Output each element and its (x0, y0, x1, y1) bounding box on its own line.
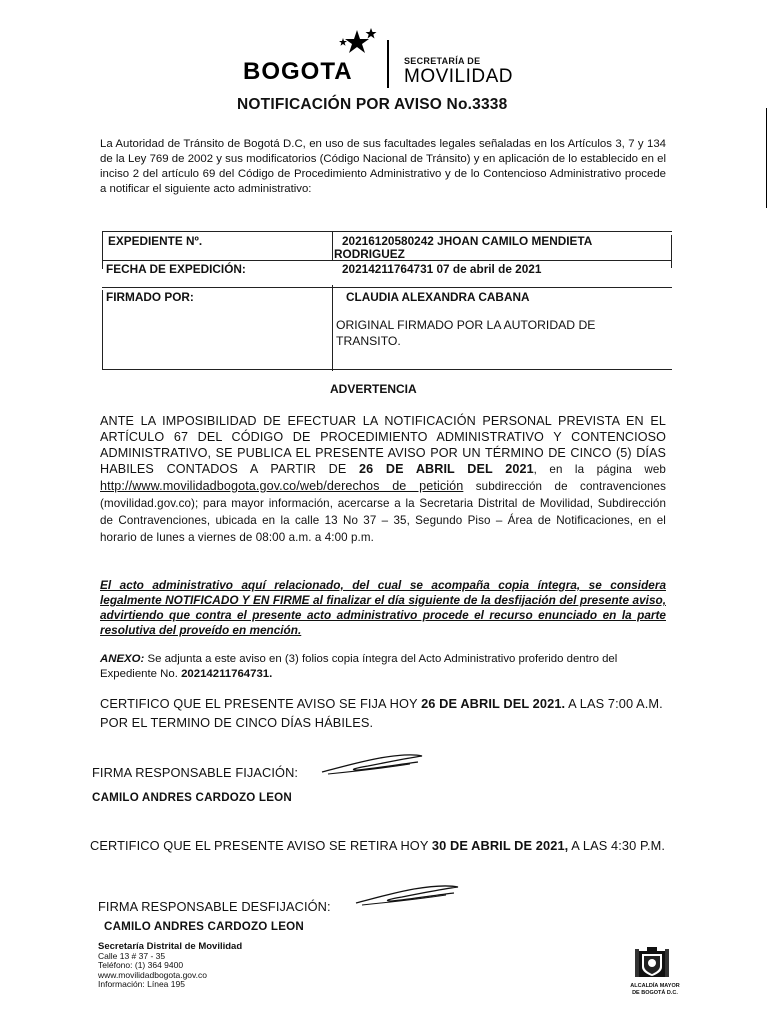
legal-notice: El acto administrativo aquí relacionado, del cual se acompaña copia íntegra, se considera legalmente NOTIFICADO Y EN FIRME al finalizar el día siguiente de la desfijación del presente aviso, advirtiendo que contra el presente acto administrativo procede el recurso enunciado en la parte resolutiva del proveído en mención. (100, 578, 666, 637)
intro-paragraph: La Autoridad de Tránsito de Bogotá D.C, en uso de sus facultades legales señaladas en los Artículos 3, 7 y 134 de la Ley 769 de 2002 y sus modificatorios (Código Nacional de Tránsito) y en aplicación de lo establecido en el inciso 2 del artículo 69 del Código de Procedimiento Administrativo y de lo Contencioso Administrativo procede a notificar el siguiente acto administrativo: (100, 138, 666, 195)
table-line (671, 235, 672, 268)
certifico-fija-text-1: CERTIFICO QUE EL PRESENTE AVISO SE FIJA HOY (100, 696, 422, 711)
fecha-label: FECHA DE EXPEDICIÓN: (106, 262, 246, 276)
firmado-label: FIRMADO POR: (106, 290, 194, 304)
certifico-retira-paragraph (90, 836, 666, 855)
expediente-value-cont: RODRIGUEZ (334, 247, 405, 261)
footer-contact (98, 942, 242, 990)
alcaldia-seal-text (622, 983, 688, 996)
expediente-label: EXPEDIENTE Nº. (108, 234, 203, 248)
table-line (102, 290, 103, 370)
logo-movilidad-text: MOVILIDAD (404, 66, 514, 87)
certifico-retira-text-2: A LAS 4:30 P.M. (568, 838, 666, 853)
advertencia-date: 26 DE ABRIL DEL 2021 (359, 462, 534, 476)
certifico-fija-paragraph (100, 694, 666, 732)
table-line (102, 231, 672, 232)
firma-desfijacion-name: CAMILO ANDRES CARDOZO LEON (104, 920, 304, 933)
bogota-coat-of-arms-icon (633, 945, 671, 988)
footer-address: Calle 13 # 37 - 35 (98, 950, 166, 961)
table-line (102, 369, 672, 370)
table-line (332, 231, 333, 261)
advertencia-text-2: , en la página web (533, 463, 666, 476)
footer-org: Secretaría Distrital de Movilidad (98, 941, 243, 952)
expediente-value: 20216120580242 JHOAN CAMILO MENDIETA (342, 234, 593, 248)
footer-web: www.movilidadbogota.gov.co (98, 969, 207, 980)
firma-desfijacion-label: FIRMA RESPONSABLE DESFIJACIÓN: (98, 899, 331, 914)
anexo-label: ANEXO: (100, 653, 145, 665)
anexo-paragraph (100, 652, 666, 682)
logo-secretaria-text: SECRETARÍA DE (404, 56, 481, 66)
advertencia-title: ADVERTENCIA (330, 382, 417, 396)
table-line (102, 287, 672, 288)
firma-fijacion-name: CAMILO ANDRES CARDOZO LEON (92, 791, 292, 804)
firma-fijacion-label: FIRMA RESPONSABLE FIJACIÓN: (92, 765, 299, 780)
logo-divider (387, 40, 389, 88)
table-line (102, 231, 103, 269)
seal-line-2: DE BOGOTÁ D.C. (632, 989, 678, 996)
movilidad-web-link[interactable]: http://www.movilidadbogota.gov.co/web/derechos de petición (100, 479, 464, 493)
footer-info: Información: Línea 195 (98, 979, 185, 990)
seal-line-1: ALCALDÍA MAYOR (630, 983, 680, 989)
certifico-fija-date: 26 DE ABRIL DEL 2021. (421, 696, 566, 711)
anexo-expediente: 20214211764731. (181, 668, 273, 680)
firmado-value: CLAUDIA ALEXANDRA CABANA (346, 290, 530, 304)
fecha-value: 20214211764731 07 de abril de 2021 (342, 262, 542, 276)
logo-bogota-text: BOGOTA (243, 58, 353, 85)
advertencia-paragraph (100, 413, 666, 546)
footer-phone: Teléfono: (1) 364 9400 (98, 960, 184, 971)
advertencia-text-1: ANTE LA IMPOSIBILIDAD DE EFECTUAR LA NOTIFICACIÓN PERSONAL PREVISTA EN EL ARTÍCULO 67 DEL CÓDIGO DE PROCEDIMIENTO ADMINISTRATIVO Y CONTENCIOSO ADMINISTRATIVO, SE PUBLICA EL PRESENTE AVISO POR UN TÉRMINO DE CINCO (5) DÍAS HABILES CONTADOS A PARTIR DE (100, 414, 666, 476)
anexo-text: Se adjunta a este aviso en (3) folios copia íntegra del Acto Administrativo proferido dentro del Expediente No. (100, 653, 618, 680)
certifico-fija-text-2: A LAS 7:00 A.M. POR EL TERMINO DE CINCO DÍAS HÁBILES. (100, 696, 663, 730)
original-firmado-text-cont: TRANSITO. (336, 334, 401, 348)
document-title: NOTIFICACIÓN POR AVISO No.3338 (237, 96, 508, 113)
original-firmado-text: ORIGINAL FIRMADO POR LA AUTORIDAD DE (336, 318, 596, 332)
signature-fijacion-icon (318, 752, 428, 783)
table-line (332, 285, 333, 371)
certifico-retira-text-1: CERTIFICO QUE EL PRESENTE AVISO SE RETIRA HOY (90, 838, 432, 853)
signature-desfijacion-icon (352, 883, 462, 914)
scan-edge-line (766, 108, 767, 208)
certifico-retira-date: 30 DE ABRIL DE 2021, (431, 838, 569, 853)
advertencia-text-3: subdirección de contravenciones (movilidad.gov.co); para mayor información, acercarse a la Secretaria Distrital de Movilidad, Subdirección de Contravenciones, ubicada en la calle 13 No 37 – 35, Segundo Piso – Área de Notificaciones, en el horario de lunes a viernes de 08:00 a.m. a 4:00 p.m. (100, 480, 666, 544)
